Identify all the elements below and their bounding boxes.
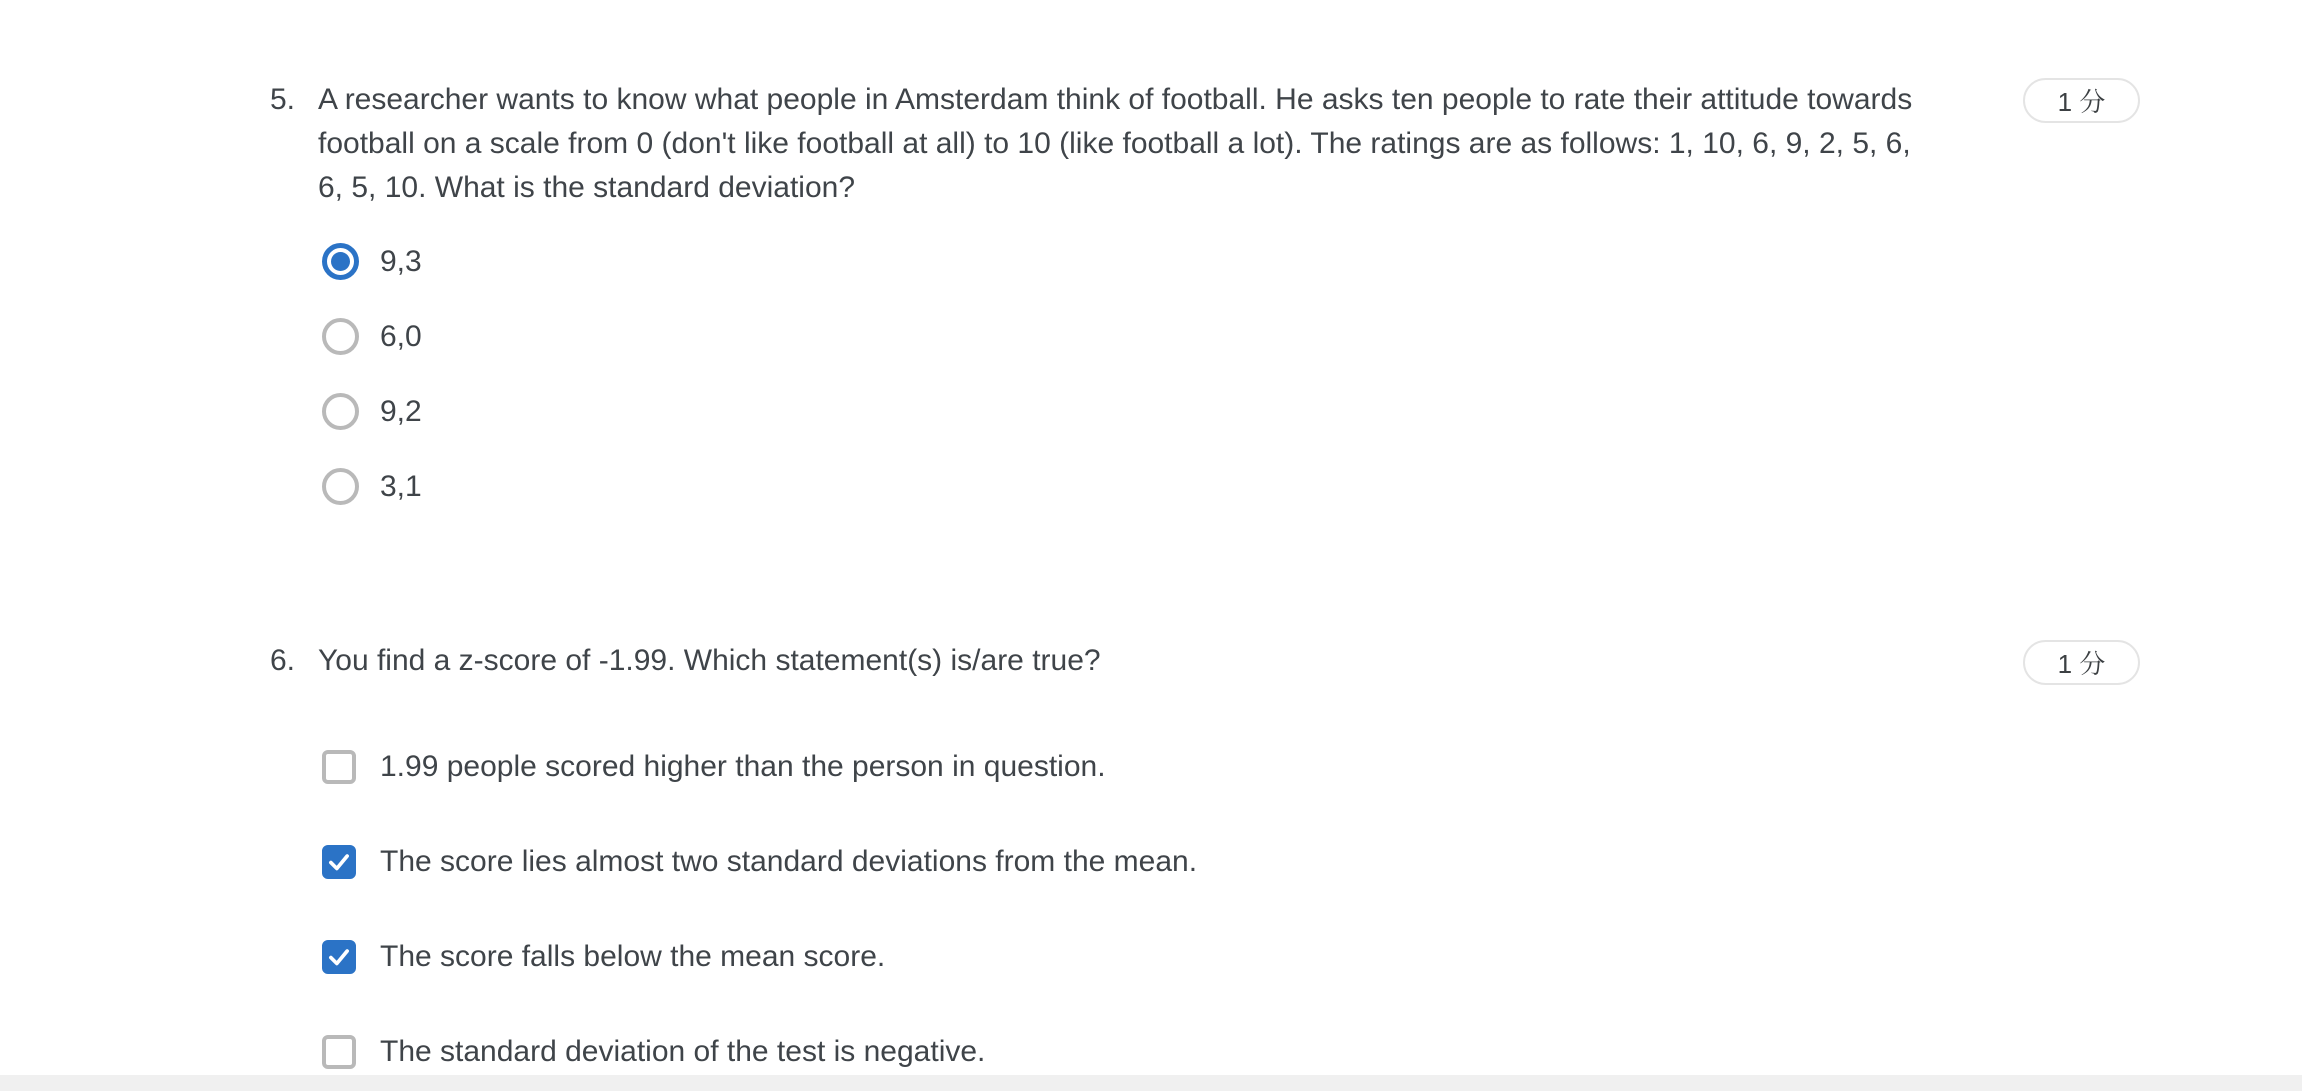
radio-option[interactable] [322,374,422,449]
check-icon [326,849,352,875]
question-5-options [322,224,422,524]
checkbox-option[interactable] [322,719,1197,814]
checkbox[interactable] [322,1035,356,1069]
question-number: 5. [270,83,296,116]
radio-button[interactable] [322,393,359,430]
checkbox-option[interactable] [322,814,1197,909]
points-badge: 1 分 [2023,640,2140,685]
question-number: 6. [270,644,296,677]
radio-button[interactable] [322,468,359,505]
option-label[interactable]: 3,1 [380,469,422,503]
question-6-options [322,719,1197,1091]
question-text: A researcher wants to know what people in Amsterdam think of football. He asks ten people to rate their attitude towards football on a scale from 0 (don't like football at all) to 10 (like football a lot). The ratings are as follows: 1, 10, 6, 9, 2, 5, 6, 6, 5, 10. What is the standard deviation? [318,83,1913,204]
checkbox[interactable] [322,750,356,784]
option-label[interactable]: 9,3 [380,244,422,278]
points-badge: 1 分 [2023,78,2140,123]
question-text: You find a z-score of -1.99. Which statement(s) is/are true? [318,644,1101,677]
check-icon [326,944,352,970]
question-5 [270,78,1918,210]
option-label[interactable]: The standard deviation of the test is negative. [380,1034,986,1068]
checkbox-option[interactable] [322,909,1197,1004]
option-label[interactable]: 1.99 people scored higher than the person in question. [380,749,1106,783]
option-label[interactable]: The score lies almost two standard deviations from the mean. [380,844,1198,878]
radio-option[interactable] [322,449,422,524]
radio-option[interactable] [322,299,422,374]
radio-option[interactable] [322,224,422,299]
radio-button[interactable] [322,318,359,355]
radio-button[interactable] [322,243,359,280]
checkbox[interactable] [322,940,356,974]
checkbox[interactable] [322,845,356,879]
page-bottom-bar [0,1075,2302,1091]
option-label[interactable]: 9,2 [380,394,422,428]
option-label[interactable]: The score falls below the mean score. [380,939,886,973]
option-label[interactable]: 6,0 [380,319,422,353]
question-6 [270,639,1101,683]
